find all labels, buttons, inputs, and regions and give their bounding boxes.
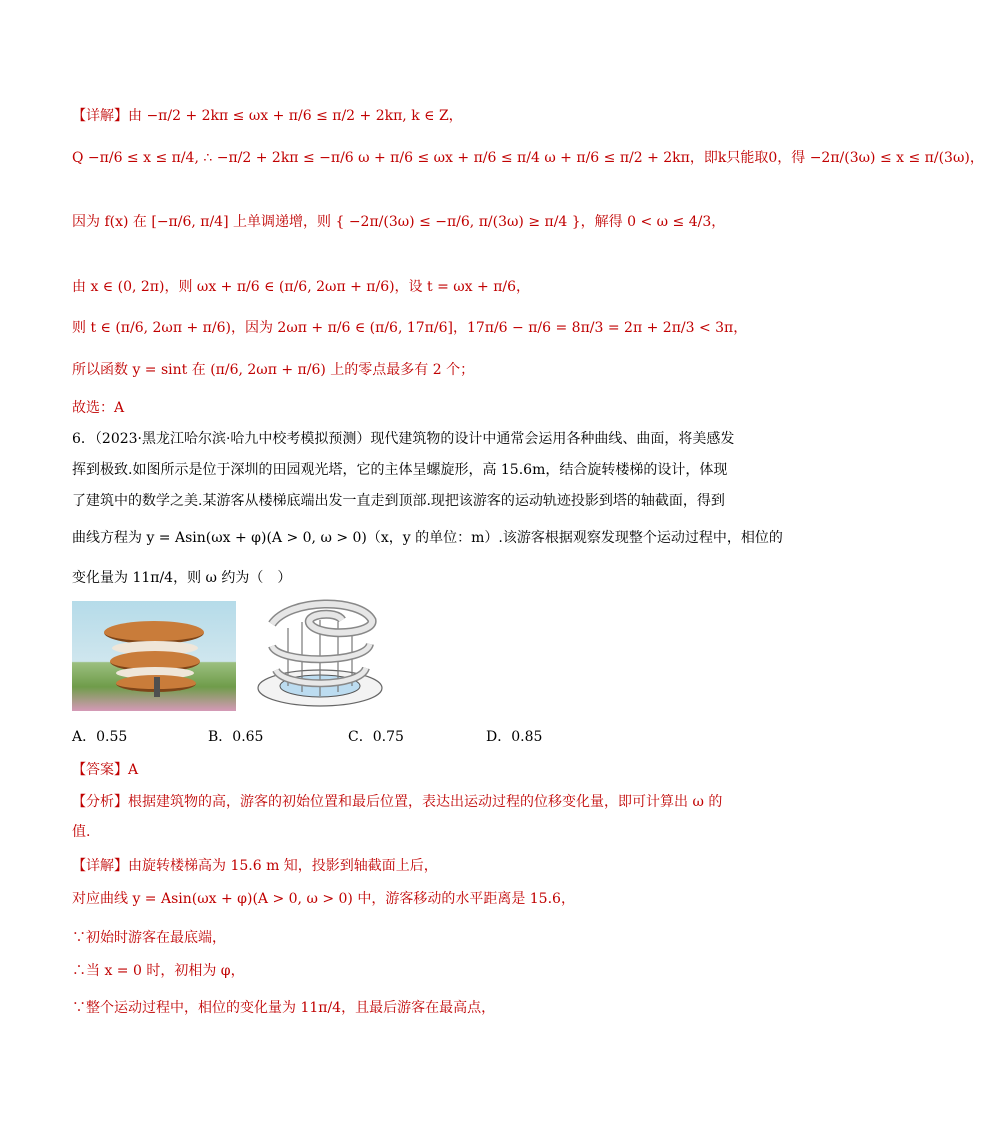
analysis-label: 【分析】 xyxy=(72,794,128,810)
detail2-line-3: ∵初始时游客在最底端， xyxy=(72,930,226,946)
answer-choice-line: 故选：A xyxy=(72,400,125,416)
spiral-staircase-diagram xyxy=(250,598,390,712)
question-6-line-1: 6．（2023·黑龙江哈尔滨·哈九中校考模拟预测）现代建筑物的设计中通常会运用各种曲线、曲面，将美感发 xyxy=(72,431,735,447)
option-a: A．0.55 xyxy=(72,729,128,745)
option-c: C．0.75 xyxy=(348,729,404,745)
analysis-text: 根据建筑物的高，游客的初始位置和最后位置，表达出运动过程的位移变化量，即可计算出 ω 的 xyxy=(128,794,723,810)
detail-line-5: 则 t ∈ (π/6, 2ωπ + π/6)，因为 2ωπ + π/6 ∈ (π/6, 17π/6]，17π/6 − π/6 = 8π/3 = 2π + 2π/3 < 3π， xyxy=(72,320,748,336)
detail2-line-1 xyxy=(72,856,732,876)
detail-text: 由 −π/2 + 2kπ ≤ ωx + π/6 ≤ π/2 + 2kπ, k ∈ Z， xyxy=(128,108,463,124)
detail-line-2: Q −π/6 ≤ x ≤ π/4, ∴ −π/2 + 2kπ ≤ −π/6 ω + π/6 ≤ ωx + π/6 ≤ π/4 ω + π/6 ≤ π/2 + 2kπ，即k只能取0，得 −2π/(3ω) ≤ x ≤ π/(3ω)， xyxy=(72,150,984,166)
question-6-line-5: 变化量为 11π/4，则 ω 约为（ ） xyxy=(72,570,292,586)
analysis-line-1 xyxy=(72,792,732,812)
detail-label-2: 【详解】 xyxy=(72,858,128,874)
answer-value: A xyxy=(128,762,139,778)
detail-line-4: 由 x ∈ (0, 2π)，则 ωx + π/6 ∈ (π/6, 2ωπ + π/6)，设 t = ωx + π/6， xyxy=(72,279,531,295)
detail2-line-4: ∴当 x = 0 时，初相为 φ， xyxy=(72,963,245,979)
detail-line-1 xyxy=(72,106,732,126)
option-b: B．0.65 xyxy=(208,729,264,745)
answer-label: 【答案】 xyxy=(72,762,128,778)
detail2-line-5: ∵整个运动过程中，相位的变化量为 11π/4，且最后游客在最高点， xyxy=(72,1000,496,1016)
detail-line-6: 所以函数 y = sint 在 (π/6, 2ωπ + π/6) 上的零点最多有 2 个； xyxy=(72,362,475,378)
question-6-line-2: 挥到极致.如图所示是位于深圳的田园观光塔，它的主体呈螺旋形，高 15.6m，结合旋转楼梯的设计，体现 xyxy=(72,462,728,478)
detail-label: 【详解】 xyxy=(72,108,128,124)
detail2-text-1: 由旋转楼梯高为 15.6 m 知，投影到轴截面上后， xyxy=(128,858,438,874)
analysis-line-2: 值. xyxy=(72,824,91,840)
question-6-line-4: 曲线方程为 y = Asin(ωx + φ)(A > 0, ω > 0)（x，y 的单位：m）.该游客根据观察发现整个运动过程中，相位的 xyxy=(72,530,783,546)
detail-line-3: 因为 f(x) 在 [−π/6, π/4] 上单调递增，则 { −2π/(3ω) ≤ −π/6, π/(3ω) ≥ π/4 }，解得 0 < ω ≤ 4/3， xyxy=(72,214,726,230)
option-d: D．0.85 xyxy=(486,729,543,745)
answer-line xyxy=(72,760,732,780)
tower-photo xyxy=(72,601,236,711)
detail2-line-2: 对应曲线 y = Asin(ωx + φ)(A > 0, ω > 0) 中，游客移动的水平距离是 15.6， xyxy=(72,891,575,907)
question-6-line-3: 了建筑中的数学之美.某游客从楼梯底端出发一直走到顶部.现把该游客的运动轨迹投影到塔的轴截面，得到 xyxy=(72,493,725,509)
